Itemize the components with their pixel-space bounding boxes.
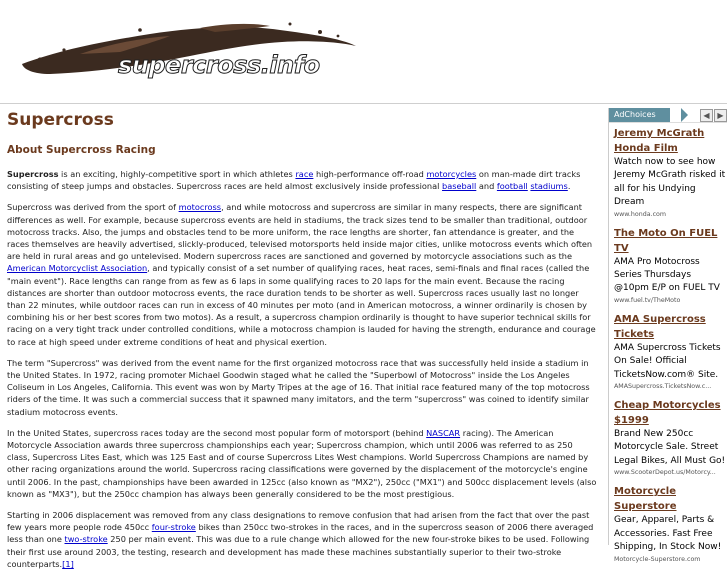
link-four-stroke[interactable]: four-stroke	[151, 522, 196, 533]
logo-wordmark: supercross.info	[118, 51, 320, 79]
link-two-stroke[interactable]: two-stroke	[64, 534, 108, 545]
intro-bold-term: Supercross	[7, 169, 59, 179]
ad-title-link[interactable]: Motorcycle Superstore	[614, 486, 677, 513]
link-motocross[interactable]: motocross	[178, 202, 222, 213]
link-reference-1[interactable]: [1]	[62, 558, 74, 569]
ad-unit[interactable]	[609, 481, 727, 567]
header-divider	[0, 103, 727, 104]
ad-unit[interactable]	[609, 123, 727, 223]
ad-description: Gear, Apparel, Parts & Accessories. Fast Free Shipping, In Stock Now!	[614, 515, 722, 553]
main-content	[7, 108, 597, 579]
ad-unit[interactable]	[609, 223, 727, 309]
paragraph-championships: In the United States, supercross races today are the second most popular form of motorsport (behind NASCAR racing). The American Motorcycle Association awards three supercross championships each year; Supercross champion, which until 2006 was referred to as 250 class, Supercross Lites East, which was 125 East and of course Supercross Lites West champions. World Supercross Champions are named by other racing organizations around the world. Supercross racing classifications were governed by the displacement of the motorcycle's engine until 2006. In the past, championships have been awarded in 125cc (also known as "MX2"), 250cc ("MX1") and 500cc displacement levels (also known as "MX3"), but the 250cc champion has always been generally considered to be the most prestigious.	[7, 427, 597, 499]
link-nascar[interactable]: NASCAR	[426, 427, 461, 438]
ad-description: AMA Supercross Tickets On Sale! Official TicketsNow.com® Site.	[614, 342, 721, 380]
section-heading: About Supercross Racing	[7, 144, 156, 156]
ad-next-button[interactable]: ▶	[714, 109, 727, 122]
ad-header	[609, 108, 727, 123]
ad-unit[interactable]	[609, 395, 727, 481]
link-stadiums[interactable]: stadiums	[530, 181, 568, 192]
paragraph-derivation: Supercross was derived from the sport of motocross, and while motocross and supercross are similar in many respects, there are significant differences as well. For example, because supercross events are held in stadiums, the track sizes tend to be smaller than traditional, outdoor motocross tracks. Also, the jumps and obstacles tend to be more uniform, the race lengths are shorter, fan attendance is greater, and the races themselves are heavily advertised, slickly-produced, televised motorsports held inside major cities, unlike motocross events which often are held in rural areas and go untelevised. Modern supercross races are sanctioned and governed by motorcycle associations such as the American Motorcyclist Association, and typically consist of a set number of qualifying races, heat races, semi-finals and final races (called the "main event"). Race lengths can range from as few as 6 laps in some qualifying races to 20 laps for the main event. Because the racing distances are shorter than outdoor motocross events, the race duration tends to be shorter as well. Supercross races usually last no longer than 22 minutes, while outdoor races can run in excess of 40 minutes per moto (and in American motocross, a winner ordinarily is chosen by combining his or her best scores from two motos). As a result, a supercross champion ordinarily is thought to have superior technical skills for racing on a very tight track under controlled conditions, while a motocross champion is lauded for having the strength, endurance and courage to race at high speed under extreme conditions of heat and physical exertion.	[7, 202, 596, 347]
adchoices-icon	[681, 108, 688, 122]
site-logo[interactable]	[20, 20, 360, 82]
ad-description: AMA Pro Motocross Series Thursdays @10pm E/P on FUEL TV	[614, 256, 720, 294]
link-football[interactable]: football	[496, 181, 528, 192]
ad-url[interactable]: www.fuel.tv/TheMoto	[614, 296, 681, 304]
paragraph-displacement: Starting in 2006 displacement was removed from any class designations to remove confusion that had arisen from the fact that over the past few years more people rode 450cc four-stroke bikes than 250cc two-strokes in the races, and in the supercross season of 2006 there averaged less than one two-stroke 250 per main event. This was due to a rule change which allowed for the new four-stroke bikes to be used. Following their first use around 2003, the testing, research and development has made these machines substantially superior to their two-stroke counterparts.[1]	[7, 510, 594, 569]
ad-title-link[interactable]: Cheap Motorcycles $1999	[614, 400, 721, 427]
link-race[interactable]: race	[295, 169, 314, 179]
adchoices-badge[interactable]: AdChoices	[609, 108, 670, 122]
ad-sidebar	[608, 108, 727, 563]
ad-title-link[interactable]: The Moto On FUEL TV	[614, 227, 718, 254]
ad-url[interactable]: Motorcycle-Superstore.com	[614, 555, 701, 563]
ad-url[interactable]: www.honda.com	[614, 210, 667, 218]
ad-description: Brand New 250cc Motorcycle Sale. Street Legal Bikes, All Must Go!	[614, 429, 726, 466]
site-header	[0, 0, 727, 104]
paragraph-intro: Supercross is an exciting, highly-competitive sport in which athletes race high-performance off-road motorcycles on man-made dirt tracks consisting of steep jumps and obstacles. Supercross races are held almost exclusively inside professional baseball and football stadiums.	[7, 169, 581, 192]
link-motorcycles[interactable]: motorcycles	[426, 169, 477, 179]
ad-prev-button[interactable]: ◀	[700, 109, 713, 122]
link-american-motorcyclist-association[interactable]: American Motorcyclist Association	[7, 263, 148, 274]
ad-unit[interactable]	[609, 309, 727, 395]
ad-description: Watch now to see how Jeremy McGrath risked it all for his Undying Dream	[614, 157, 726, 208]
ad-url[interactable]: www.ScooterDepot.us/Motorcy...	[614, 469, 716, 477]
paragraph-history: The term "Supercross" was derived from the event name for the first organized motocross race that was successfully held inside a stadium in the United States. In 1972, racing promoter Michael Goodwin staged what he called the "Superbowl of Motocross" inside the Los Angeles Coliseum in Los Angeles, California. This event was won by Marty Tripes at the age of 16. That initial race featured many of the top motocross riders of the time. It was such a commercial success that it spawned many imitators, and the term "supercross" was coined to identify similar stadium motocross events.	[7, 357, 590, 417]
page-title: Supercross	[7, 110, 114, 130]
ad-title-link[interactable]: Jeremy McGrath Honda Film	[614, 128, 705, 154]
link-baseball[interactable]: baseball	[442, 181, 477, 192]
ad-url[interactable]: AMASupercross.TicketsNow.c...	[614, 383, 712, 391]
ad-title-link[interactable]: AMA Supercross Tickets	[614, 313, 706, 340]
